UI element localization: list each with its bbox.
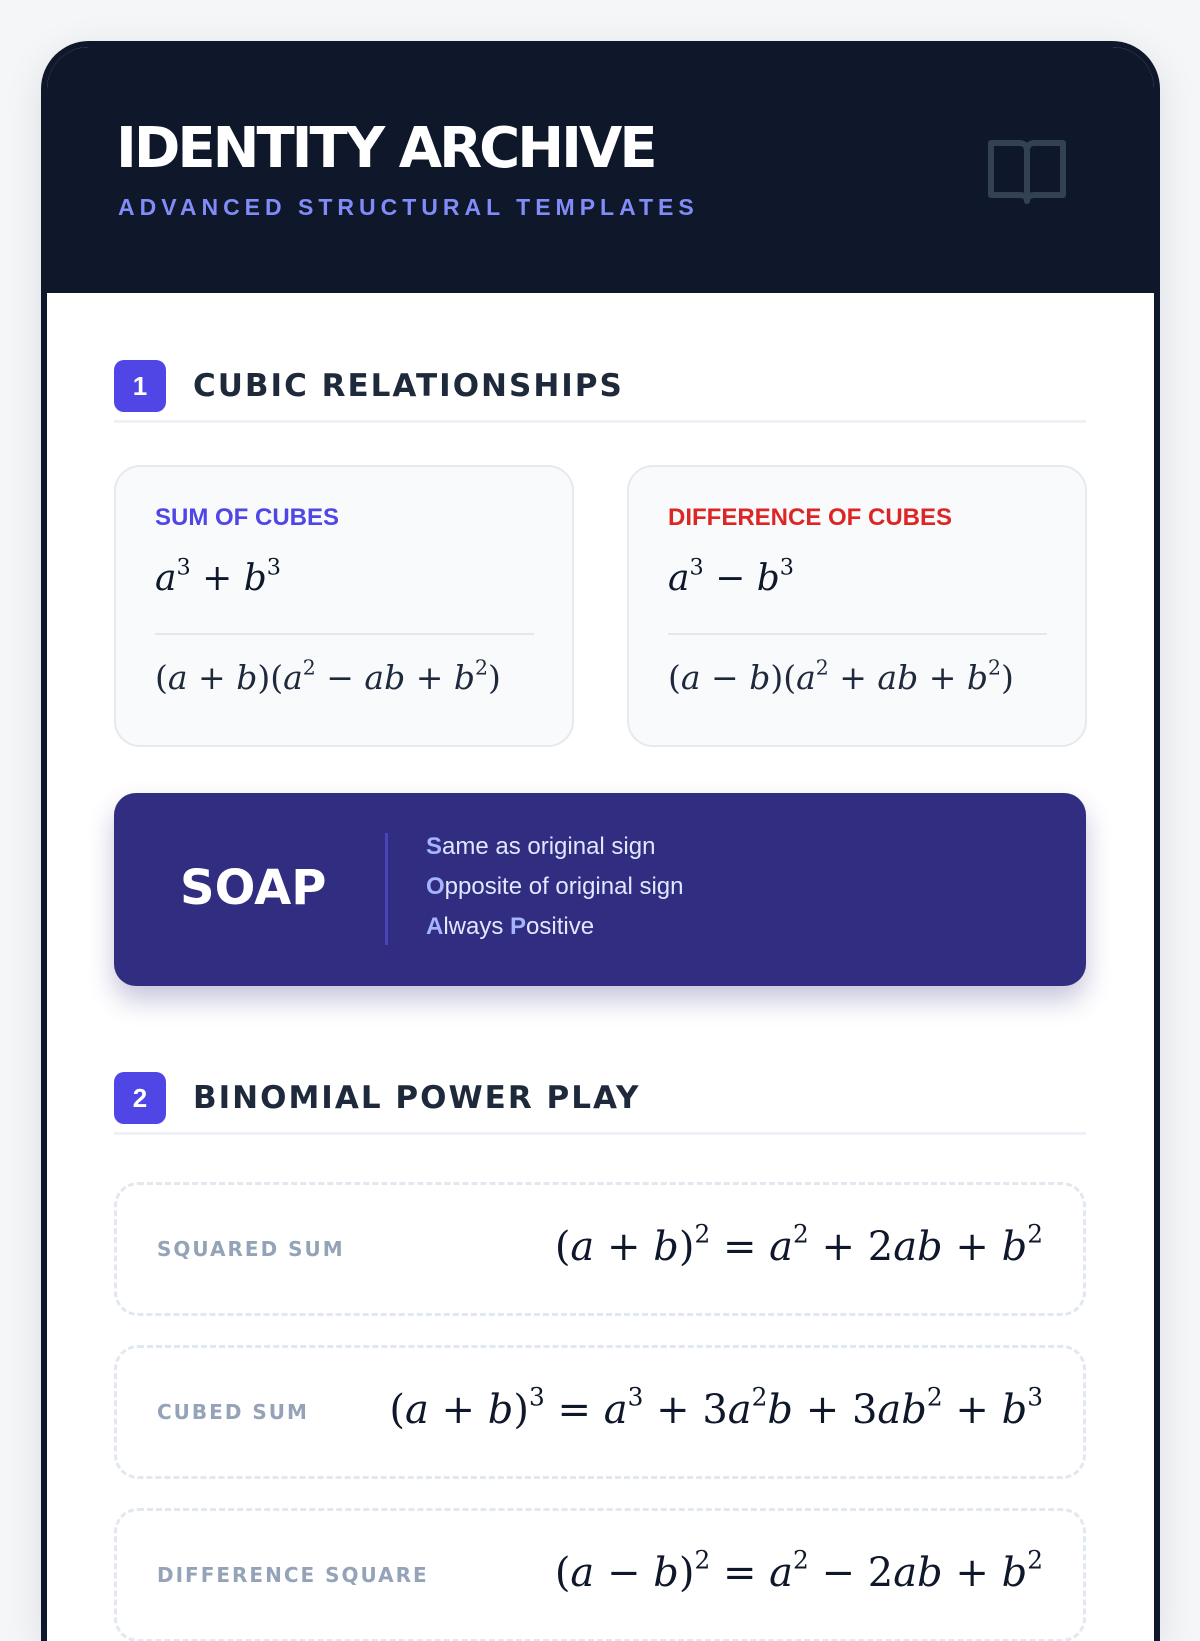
identity-formula: $(a - b)^2 = a^2 - 2ab + b^2$ xyxy=(554,1545,1043,1596)
section-title: CUBIC RELATIONSHIPS xyxy=(193,368,624,404)
factored-form: $(a + b)(a^2$ − ab + $b^2$) xyxy=(155,655,501,697)
soap-line-opposite xyxy=(426,872,684,902)
header-banner xyxy=(47,47,1154,293)
mnemonic-text: pposite of original sign xyxy=(444,873,684,900)
identity-label: DIFFERENCE SQUARE xyxy=(157,1563,429,1587)
identity-label: SQUARED SUM xyxy=(157,1237,345,1261)
section-header-binomial xyxy=(114,1065,1086,1135)
section-header-cubic xyxy=(114,353,1086,423)
identity-formula: $(a + b)^2 = a^2 + 2ab + b^2$ xyxy=(554,1219,1043,1270)
identity-label: CUBED SUM xyxy=(157,1400,309,1424)
factored-form: $(a - b)(a^2$ + ab + $b^2$) xyxy=(668,655,1014,697)
cubed-sum-row xyxy=(114,1345,1086,1479)
difference-of-cubes-card xyxy=(627,465,1087,747)
identity-formula: $(a + b)^3 = a^3 + 3a^2b + 3ab^2 + b^3$ xyxy=(389,1382,1043,1433)
mnemonic-initial: A xyxy=(426,913,444,940)
book-open-icon xyxy=(987,135,1067,207)
soap-mnemonic-panel xyxy=(114,793,1086,986)
soap-word: SOAP xyxy=(180,860,327,916)
soap-line-same xyxy=(426,832,655,862)
mnemonic-initial: S xyxy=(426,833,443,860)
mnemonic-text: lways xyxy=(443,913,511,940)
section-title: BINOMIAL POWER PLAY xyxy=(193,1080,641,1116)
mnemonic-initial: P xyxy=(510,913,527,940)
section-number-badge: 2 xyxy=(114,1072,166,1124)
mnemonic-text: ositive xyxy=(526,913,595,940)
divider xyxy=(668,633,1047,635)
cube-expression: $a^3 - b^3$ xyxy=(668,554,794,599)
mnemonic-text: ame as original sign xyxy=(442,833,656,860)
squared-sum-row xyxy=(114,1182,1086,1316)
page-title: IDENTITY ARCHIVE xyxy=(116,116,655,181)
cube-expression: $a^3 + b^3$ xyxy=(155,554,281,599)
identity-archive-card xyxy=(41,41,1160,1641)
sum-of-cubes-card xyxy=(114,465,574,747)
card-label: SUM OF CUBES xyxy=(155,504,340,531)
vertical-divider xyxy=(385,833,388,945)
difference-square-row xyxy=(114,1508,1086,1641)
mnemonic-initial: O xyxy=(426,873,445,900)
page-subtitle: ADVANCED STRUCTURAL TEMPLATES xyxy=(118,194,699,220)
divider xyxy=(155,633,534,635)
section-number-badge: 1 xyxy=(114,360,166,412)
card-label: DIFFERENCE OF CUBES xyxy=(668,504,953,531)
soap-line-always-positive xyxy=(426,912,594,942)
